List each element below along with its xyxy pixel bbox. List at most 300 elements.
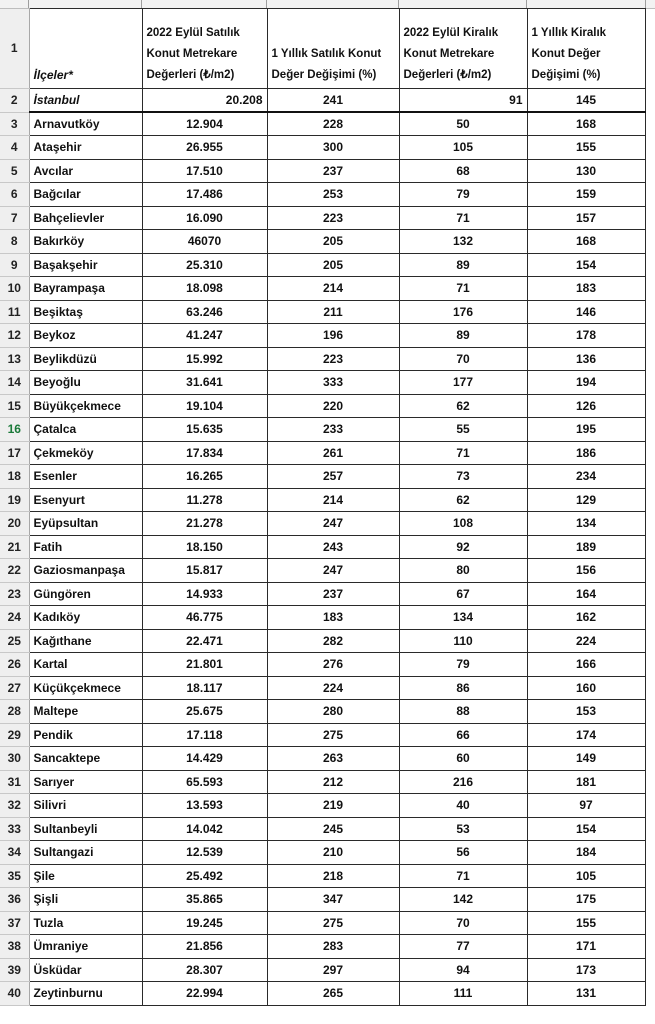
district-cell[interactable]: Şişli (29, 888, 142, 912)
empty-cell[interactable] (645, 582, 655, 606)
sale-price-cell[interactable]: 21.856 (142, 935, 267, 959)
row-number[interactable]: 24 (0, 606, 29, 630)
rent-price-cell[interactable]: 79 (399, 183, 527, 207)
sale-price-cell[interactable]: 18.150 (142, 535, 267, 559)
sale-change-cell[interactable]: 283 (267, 935, 399, 959)
column-header-d[interactable] (267, 0, 399, 8)
empty-cell[interactable] (645, 770, 655, 794)
rent-price-cell[interactable]: 71 (399, 864, 527, 888)
empty-cell[interactable] (645, 324, 655, 348)
sale-price-cell[interactable]: 46.775 (142, 606, 267, 630)
sale-change-cell[interactable]: 220 (267, 394, 399, 418)
district-cell[interactable]: Bakırköy (29, 230, 142, 254)
row-number[interactable]: 38 (0, 935, 29, 959)
rent-price-cell[interactable]: 176 (399, 300, 527, 324)
empty-cell[interactable] (645, 465, 655, 489)
sale-price-cell[interactable]: 17.486 (142, 183, 267, 207)
district-cell[interactable]: Güngören (29, 582, 142, 606)
sale-change-cell[interactable]: 247 (267, 512, 399, 536)
rent-price-cell[interactable]: 105 (399, 136, 527, 160)
empty-cell[interactable] (645, 159, 655, 183)
empty-cell[interactable] (645, 206, 655, 230)
sale-change-cell[interactable]: 212 (267, 770, 399, 794)
empty-cell[interactable] (645, 559, 655, 583)
sale-price-cell[interactable]: 21.801 (142, 653, 267, 677)
district-cell[interactable]: Zeytinburnu (29, 982, 142, 1006)
empty-cell[interactable] (645, 676, 655, 700)
rent-price-cell[interactable]: 40 (399, 794, 527, 818)
sale-price-cell[interactable]: 15.817 (142, 559, 267, 583)
row-number[interactable]: 35 (0, 864, 29, 888)
sale-change-cell[interactable]: 253 (267, 183, 399, 207)
district-cell[interactable]: Arnavutköy (29, 112, 142, 136)
district-cell[interactable]: Avcılar (29, 159, 142, 183)
empty-cell[interactable] (645, 371, 655, 395)
district-cell[interactable]: Ümraniye (29, 935, 142, 959)
row-number[interactable]: 28 (0, 700, 29, 724)
rent-price-cell[interactable]: 62 (399, 488, 527, 512)
column-header-c[interactable] (142, 0, 267, 8)
sale-change-cell[interactable]: 211 (267, 300, 399, 324)
sale-price-cell[interactable]: 35.865 (142, 888, 267, 912)
empty-cell[interactable] (645, 747, 655, 771)
spreadsheet-grid (0, 8, 655, 1006)
row-number[interactable]: 25 (0, 629, 29, 653)
district-cell[interactable]: Fatih (29, 535, 142, 559)
row-number[interactable]: 16 (0, 418, 29, 442)
row-number[interactable]: 3 (0, 112, 29, 136)
rent-change-cell[interactable]: 181 (527, 770, 645, 794)
row-number[interactable]: 29 (0, 723, 29, 747)
district-cell[interactable]: Sultangazi (29, 841, 142, 865)
table-row (0, 418, 655, 442)
row-number[interactable]: 18 (0, 465, 29, 489)
sale-change-cell[interactable]: 237 (267, 582, 399, 606)
rent-price-cell[interactable]: 91 (399, 89, 527, 113)
header-district[interactable]: İlçeler* (29, 9, 142, 89)
sale-change-cell[interactable]: 219 (267, 794, 399, 818)
sale-change-cell[interactable]: 300 (267, 136, 399, 160)
sale-change-cell[interactable]: 196 (267, 324, 399, 348)
rent-price-cell[interactable]: 88 (399, 700, 527, 724)
rent-price-cell[interactable]: 70 (399, 911, 527, 935)
rent-price-cell[interactable]: 132 (399, 230, 527, 254)
row-number[interactable]: 36 (0, 888, 29, 912)
row-number[interactable]: 34 (0, 841, 29, 865)
empty-cell[interactable] (645, 629, 655, 653)
rent-change-cell[interactable]: 157 (527, 206, 645, 230)
row-number[interactable]: 21 (0, 535, 29, 559)
empty-cell[interactable] (645, 183, 655, 207)
empty-cell[interactable] (645, 982, 655, 1006)
sale-price-cell[interactable]: 14.042 (142, 817, 267, 841)
row-number[interactable]: 32 (0, 794, 29, 818)
district-cell[interactable]: Bağcılar (29, 183, 142, 207)
sale-price-cell[interactable]: 25.310 (142, 253, 267, 277)
table-row (0, 982, 655, 1006)
sale-change-cell[interactable]: 183 (267, 606, 399, 630)
rent-change-cell[interactable]: 189 (527, 535, 645, 559)
row-number[interactable]: 22 (0, 559, 29, 583)
sale-change-cell[interactable]: 205 (267, 253, 399, 277)
empty-cell[interactable] (645, 700, 655, 724)
row-number[interactable]: 5 (0, 159, 29, 183)
district-cell[interactable]: Şile (29, 864, 142, 888)
district-cell[interactable]: Tuzla (29, 911, 142, 935)
empty-cell[interactable] (645, 488, 655, 512)
sale-change-cell[interactable]: 280 (267, 700, 399, 724)
row-number[interactable]: 33 (0, 817, 29, 841)
district-cell[interactable]: Beşiktaş (29, 300, 142, 324)
rent-change-cell[interactable]: 134 (527, 512, 645, 536)
rent-price-cell[interactable]: 60 (399, 747, 527, 771)
empty-cell[interactable] (645, 794, 655, 818)
sale-change-cell[interactable]: 214 (267, 488, 399, 512)
sale-price-cell[interactable]: 22.994 (142, 982, 267, 1006)
sale-change-cell[interactable]: 223 (267, 206, 399, 230)
table-row (0, 794, 655, 818)
rent-change-cell[interactable]: 162 (527, 606, 645, 630)
district-cell[interactable]: Sancaktepe (29, 747, 142, 771)
sale-change-cell[interactable]: 205 (267, 230, 399, 254)
empty-cell[interactable] (645, 253, 655, 277)
row-number[interactable]: 8 (0, 230, 29, 254)
district-cell[interactable]: Sarıyer (29, 770, 142, 794)
sale-price-cell[interactable]: 21.278 (142, 512, 267, 536)
rent-price-cell[interactable]: 79 (399, 653, 527, 677)
district-cell[interactable]: Esenyurt (29, 488, 142, 512)
rent-price-cell[interactable]: 56 (399, 841, 527, 865)
empty-cell[interactable] (645, 864, 655, 888)
sale-price-cell[interactable]: 15.992 (142, 347, 267, 371)
rent-price-cell[interactable]: 134 (399, 606, 527, 630)
rent-price-cell[interactable]: 89 (399, 324, 527, 348)
sale-price-cell[interactable]: 11.278 (142, 488, 267, 512)
empty-cell[interactable] (645, 230, 655, 254)
row-number[interactable]: 11 (0, 300, 29, 324)
row-number[interactable]: 37 (0, 911, 29, 935)
row-number[interactable]: 9 (0, 253, 29, 277)
district-cell[interactable]: Bahçelievler (29, 206, 142, 230)
district-cell[interactable]: Kartal (29, 653, 142, 677)
district-cell[interactable]: Küçükçekmece (29, 676, 142, 700)
sale-change-cell[interactable]: 214 (267, 277, 399, 301)
rent-change-cell[interactable]: 173 (527, 958, 645, 982)
empty-cell[interactable] (645, 958, 655, 982)
rent-change-cell[interactable]: 155 (527, 911, 645, 935)
empty-cell[interactable] (645, 935, 655, 959)
empty-cell[interactable] (645, 347, 655, 371)
empty-cell[interactable] (645, 512, 655, 536)
rent-change-cell[interactable]: 136 (527, 347, 645, 371)
sale-price-cell[interactable]: 65.593 (142, 770, 267, 794)
sale-price-cell[interactable]: 22.471 (142, 629, 267, 653)
table-row (0, 911, 655, 935)
rent-change-cell[interactable]: 183 (527, 277, 645, 301)
rent-change-cell[interactable]: 154 (527, 253, 645, 277)
district-cell[interactable]: Maltepe (29, 700, 142, 724)
district-cell[interactable]: Sultanbeyli (29, 817, 142, 841)
rent-change-cell[interactable]: 146 (527, 300, 645, 324)
sale-change-cell[interactable]: 263 (267, 747, 399, 771)
column-header-corner[interactable] (0, 0, 29, 8)
sale-change-cell[interactable]: 218 (267, 864, 399, 888)
rent-price-cell[interactable]: 108 (399, 512, 527, 536)
rent-change-cell[interactable]: 97 (527, 794, 645, 818)
sale-change-cell[interactable]: 275 (267, 723, 399, 747)
sale-price-cell[interactable]: 16.090 (142, 206, 267, 230)
sale-price-cell[interactable]: 26.955 (142, 136, 267, 160)
district-cell[interactable]: İstanbul (29, 89, 142, 113)
sale-change-cell[interactable]: 257 (267, 465, 399, 489)
sale-price-cell[interactable]: 13.593 (142, 794, 267, 818)
rent-change-cell[interactable]: 156 (527, 559, 645, 583)
rent-change-cell[interactable]: 159 (527, 183, 645, 207)
rent-change-cell[interactable]: 234 (527, 465, 645, 489)
empty-cell[interactable] (645, 300, 655, 324)
table-row (0, 253, 655, 277)
row-number[interactable]: 1 (0, 9, 29, 89)
sale-price-cell[interactable]: 63.246 (142, 300, 267, 324)
table-row (0, 935, 655, 959)
rent-change-cell[interactable]: 149 (527, 747, 645, 771)
column-header-f[interactable] (527, 0, 646, 8)
sale-price-cell[interactable]: 12.539 (142, 841, 267, 865)
row-number[interactable]: 19 (0, 488, 29, 512)
empty-cell[interactable] (645, 817, 655, 841)
rent-change-cell[interactable]: 178 (527, 324, 645, 348)
sale-price-cell[interactable]: 16.265 (142, 465, 267, 489)
rent-price-cell[interactable]: 55 (399, 418, 527, 442)
rent-price-cell[interactable]: 53 (399, 817, 527, 841)
rent-price-cell[interactable]: 111 (399, 982, 527, 1006)
header-sale-change[interactable]: 1 Yıllık Satılık Konut Değer Değişimi (%) (267, 9, 399, 89)
table-row (0, 582, 655, 606)
rent-change-cell[interactable]: 129 (527, 488, 645, 512)
rent-change-cell[interactable]: 105 (527, 864, 645, 888)
empty-cell[interactable] (645, 136, 655, 160)
rent-change-cell[interactable]: 155 (527, 136, 645, 160)
sale-price-cell[interactable]: 25.675 (142, 700, 267, 724)
sale-change-cell[interactable]: 243 (267, 535, 399, 559)
row-number[interactable]: 31 (0, 770, 29, 794)
district-cell[interactable]: Kağıthane (29, 629, 142, 653)
rent-change-cell[interactable]: 164 (527, 582, 645, 606)
sale-price-cell[interactable]: 14.933 (142, 582, 267, 606)
row-number[interactable]: 6 (0, 183, 29, 207)
sale-price-cell[interactable]: 18.098 (142, 277, 267, 301)
district-cell[interactable]: Eyüpsultan (29, 512, 142, 536)
sale-change-cell[interactable]: 224 (267, 676, 399, 700)
rent-change-cell[interactable]: 194 (527, 371, 645, 395)
rent-price-cell[interactable]: 71 (399, 206, 527, 230)
row-number[interactable]: 30 (0, 747, 29, 771)
rent-change-cell[interactable]: 160 (527, 676, 645, 700)
sale-price-cell[interactable]: 31.641 (142, 371, 267, 395)
rent-price-cell[interactable]: 62 (399, 394, 527, 418)
row-number[interactable]: 12 (0, 324, 29, 348)
rent-price-cell[interactable]: 66 (399, 723, 527, 747)
sale-change-cell[interactable]: 247 (267, 559, 399, 583)
district-cell[interactable]: Beylikdüzü (29, 347, 142, 371)
table-row (0, 747, 655, 771)
sale-change-cell[interactable]: 275 (267, 911, 399, 935)
rent-price-cell[interactable]: 94 (399, 958, 527, 982)
rent-price-cell[interactable]: 71 (399, 277, 527, 301)
rent-price-cell[interactable]: 68 (399, 159, 527, 183)
rent-change-cell[interactable]: 130 (527, 159, 645, 183)
row-number[interactable]: 23 (0, 582, 29, 606)
rent-change-cell[interactable]: 154 (527, 817, 645, 841)
district-cell[interactable]: Ataşehir (29, 136, 142, 160)
empty-cell[interactable] (645, 606, 655, 630)
row-number[interactable]: 13 (0, 347, 29, 371)
rent-price-cell[interactable]: 86 (399, 676, 527, 700)
row-number[interactable]: 27 (0, 676, 29, 700)
rent-price-cell[interactable]: 89 (399, 253, 527, 277)
rent-price-cell[interactable]: 92 (399, 535, 527, 559)
sale-change-cell[interactable]: 245 (267, 817, 399, 841)
table-row (0, 512, 655, 536)
row-number[interactable]: 20 (0, 512, 29, 536)
rent-change-cell[interactable]: 145 (527, 89, 645, 113)
header-sale-price[interactable]: 2022 Eylül Satılık Konut Metrekare Değerleri (₺/m2) (142, 9, 267, 89)
sale-price-cell[interactable]: 17.510 (142, 159, 267, 183)
sale-price-cell[interactable]: 17.834 (142, 441, 267, 465)
empty-cell[interactable] (645, 911, 655, 935)
rent-change-cell[interactable]: 131 (527, 982, 645, 1006)
sale-change-cell[interactable]: 223 (267, 347, 399, 371)
sale-price-cell[interactable]: 14.429 (142, 747, 267, 771)
district-cell[interactable]: Gaziosmanpaşa (29, 559, 142, 583)
empty-cell[interactable] (645, 888, 655, 912)
district-cell[interactable]: Beyoğlu (29, 371, 142, 395)
row-number[interactable]: 17 (0, 441, 29, 465)
empty-cell[interactable] (645, 723, 655, 747)
rent-price-cell[interactable]: 177 (399, 371, 527, 395)
empty-cell[interactable] (645, 112, 655, 136)
row-number[interactable]: 39 (0, 958, 29, 982)
header-rent-price[interactable]: 2022 Eylül Kiralık Konut Metrekare Değerleri (₺/m2) (399, 9, 527, 89)
rent-change-cell[interactable]: 186 (527, 441, 645, 465)
district-cell[interactable]: Beykoz (29, 324, 142, 348)
sale-change-cell[interactable]: 237 (267, 159, 399, 183)
rent-price-cell[interactable]: 73 (399, 465, 527, 489)
district-cell[interactable]: Esenler (29, 465, 142, 489)
sale-change-cell[interactable]: 333 (267, 371, 399, 395)
district-cell[interactable]: Bayrampaşa (29, 277, 142, 301)
table-row (0, 629, 655, 653)
rent-price-cell[interactable]: 70 (399, 347, 527, 371)
rent-change-cell[interactable]: 153 (527, 700, 645, 724)
rent-price-cell[interactable]: 142 (399, 888, 527, 912)
rent-change-cell[interactable]: 174 (527, 723, 645, 747)
sale-price-cell[interactable]: 20.208 (142, 89, 267, 113)
sale-price-cell[interactable]: 18.117 (142, 676, 267, 700)
sale-change-cell[interactable]: 265 (267, 982, 399, 1006)
row-number[interactable]: 4 (0, 136, 29, 160)
rent-change-cell[interactable]: 175 (527, 888, 645, 912)
sale-price-cell[interactable]: 28.307 (142, 958, 267, 982)
row-number[interactable]: 40 (0, 982, 29, 1006)
rent-price-cell[interactable]: 110 (399, 629, 527, 653)
rent-change-cell[interactable]: 126 (527, 394, 645, 418)
rent-change-cell[interactable]: 171 (527, 935, 645, 959)
table-row (0, 841, 655, 865)
rent-price-cell[interactable]: 71 (399, 441, 527, 465)
sale-price-cell[interactable]: 19.245 (142, 911, 267, 935)
district-cell[interactable]: Kadıköy (29, 606, 142, 630)
district-cell[interactable]: Üsküdar (29, 958, 142, 982)
sale-price-cell[interactable]: 25.492 (142, 864, 267, 888)
sale-price-cell[interactable]: 15.635 (142, 418, 267, 442)
district-cell[interactable]: Büyükçekmece (29, 394, 142, 418)
row-number[interactable]: 7 (0, 206, 29, 230)
sale-price-cell[interactable]: 46070 (142, 230, 267, 254)
column-header-b[interactable] (29, 0, 142, 8)
empty-cell[interactable] (645, 535, 655, 559)
empty-cell[interactable] (645, 9, 655, 89)
empty-cell[interactable] (645, 418, 655, 442)
rent-price-cell[interactable]: 50 (399, 112, 527, 136)
sale-change-cell[interactable]: 276 (267, 653, 399, 677)
rent-price-cell[interactable]: 77 (399, 935, 527, 959)
rent-price-cell[interactable]: 67 (399, 582, 527, 606)
sale-change-cell[interactable]: 210 (267, 841, 399, 865)
rent-change-cell[interactable]: 195 (527, 418, 645, 442)
sale-price-cell[interactable]: 12.904 (142, 112, 267, 136)
district-cell[interactable]: Başakşehir (29, 253, 142, 277)
rent-change-cell[interactable]: 168 (527, 112, 645, 136)
rent-change-cell[interactable]: 224 (527, 629, 645, 653)
district-cell[interactable]: Çekmeköy (29, 441, 142, 465)
row-number[interactable]: 2 (0, 89, 29, 113)
sale-change-cell[interactable]: 261 (267, 441, 399, 465)
sale-price-cell[interactable]: 17.118 (142, 723, 267, 747)
sale-change-cell[interactable]: 297 (267, 958, 399, 982)
table-row (0, 183, 655, 207)
sale-change-cell[interactable]: 282 (267, 629, 399, 653)
rent-change-cell[interactable]: 168 (527, 230, 645, 254)
sale-price-cell[interactable]: 19.104 (142, 394, 267, 418)
empty-cell[interactable] (645, 277, 655, 301)
empty-cell[interactable] (645, 653, 655, 677)
empty-cell[interactable] (645, 394, 655, 418)
empty-cell[interactable] (645, 89, 655, 113)
row-number[interactable]: 26 (0, 653, 29, 677)
rent-price-cell[interactable]: 216 (399, 770, 527, 794)
district-cell[interactable]: Silivri (29, 794, 142, 818)
sale-change-cell[interactable]: 228 (267, 112, 399, 136)
table-row (0, 441, 655, 465)
row-number[interactable]: 14 (0, 371, 29, 395)
column-header-e[interactable] (399, 0, 527, 8)
header-rent-change[interactable]: 1 Yıllık Kiralık Konut Değer Değişimi (%) (527, 9, 645, 89)
sale-change-cell[interactable]: 347 (267, 888, 399, 912)
empty-cell[interactable] (645, 441, 655, 465)
sale-change-cell[interactable]: 241 (267, 89, 399, 113)
sale-price-cell[interactable]: 41.247 (142, 324, 267, 348)
row-number[interactable]: 15 (0, 394, 29, 418)
empty-cell[interactable] (645, 841, 655, 865)
rent-price-cell[interactable]: 80 (399, 559, 527, 583)
district-cell[interactable]: Pendik (29, 723, 142, 747)
row-number[interactable]: 10 (0, 277, 29, 301)
rent-change-cell[interactable]: 184 (527, 841, 645, 865)
district-cell[interactable]: Çatalca (29, 418, 142, 442)
rent-change-cell[interactable]: 166 (527, 653, 645, 677)
sale-change-cell[interactable]: 233 (267, 418, 399, 442)
